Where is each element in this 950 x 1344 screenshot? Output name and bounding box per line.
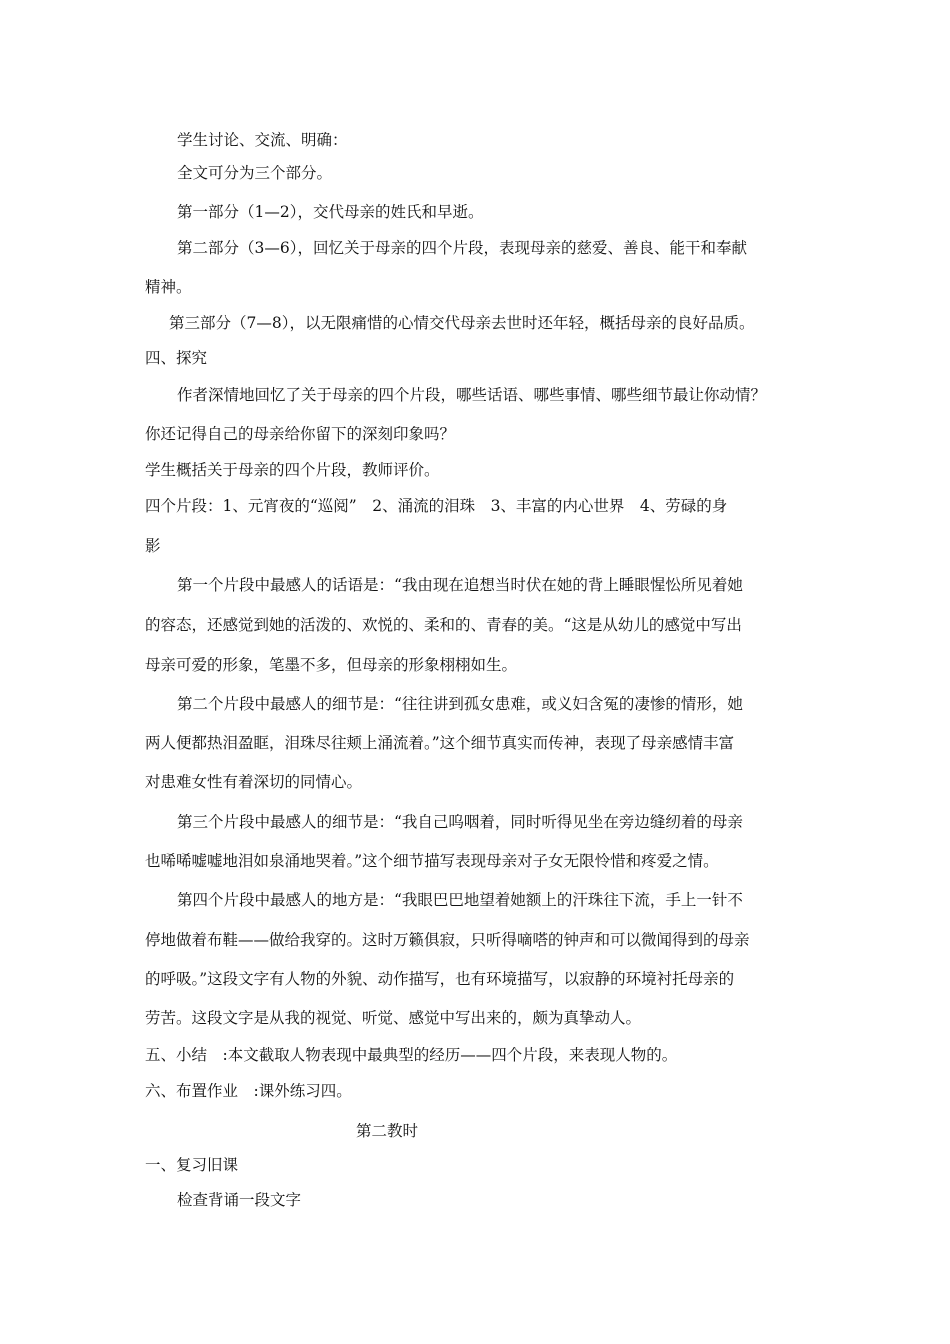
paragraph-line: 第三部分（7—8），以无限痛惜的心情交代母亲去世时还年轻，概括母亲的良好品质。 <box>169 314 755 332</box>
paragraph-line: 学生讨论、交流、明确： <box>177 131 348 149</box>
paragraph-line: 影 <box>145 537 161 555</box>
paragraph-line: 第三个片段中最感人的细节是：“我自己呜咽着，同时听得见坐在旁边缝纫着的母亲 <box>177 813 743 831</box>
section-heading: 四、探究 <box>145 349 208 367</box>
paragraph-line: 检查背诵一段文字 <box>177 1191 302 1209</box>
paragraph-line: 精神。 <box>145 278 192 296</box>
paragraph-line: 也唏唏嘘嘘地泪如泉涌地哭着。”这个细节描写表现母亲对子女无限怜惜和疼爱之情。 <box>145 852 719 870</box>
paragraph-line: 对患难女性有着深切的同情心。 <box>145 773 363 791</box>
section-heading: 六、布置作业 :课外练习四。 <box>145 1082 352 1100</box>
paragraph-line: 第一部分（1—2），交代母亲的姓氏和早逝。 <box>177 203 484 221</box>
section-heading: 五、小结 :本文截取人物表现中最典型的经历——四个片段，来表现人物的。 <box>145 1046 678 1064</box>
paragraph-line: 两人便都热泪盈眶，泪珠尽往颊上涌流着。”这个细节真实而传神，表现了母亲感情丰富 <box>145 734 735 752</box>
section-heading: 一、复习旧课 <box>145 1156 239 1174</box>
paragraph-line: 你还记得自己的母亲给你留下的深刻印象吗？ <box>145 425 456 443</box>
paragraph-line: 第二个片段中最感人的细节是：“往往讲到孤女患难，或义妇含冤的凄惨的情形，她 <box>177 695 743 713</box>
paragraph-line: 全文可分为三个部分。 <box>177 164 333 182</box>
paragraph-line: 作者深情地回忆了关于母亲的四个片段，哪些话语、哪些事情、哪些细节最让你动情？ <box>177 386 767 404</box>
paragraph-line: 学生概括关于母亲的四个片段，教师评价。 <box>145 461 440 479</box>
paragraph-line: 的容态，还感觉到她的活泼的、欢悦的、柔和的、青春的美。“这是从幼儿的感觉中写出 <box>145 616 742 634</box>
paragraph-line: 的呼吸。”这段文字有人物的外貌、动作描写，也有环境描写，以寂静的环境衬托母亲的 <box>145 970 735 988</box>
paragraph-line: 母亲可爱的形象，笔墨不多，但母亲的形象栩栩如生。 <box>145 656 518 674</box>
paragraph-line: 第四个片段中最感人的地方是：“我眼巴巴地望着她额上的汗珠往下流，手上一针不 <box>177 891 743 909</box>
paragraph-line: 四个片段：1、元宵夜的“巡阅” 2、涌流的泪珠 3、丰富的内心世界 4、劳碌的身 <box>145 497 728 515</box>
paragraph-line: 劳苦。这段文字是从我的视觉、听觉、感觉中写出来的，颇为真挚动人。 <box>145 1009 642 1027</box>
lesson-title: 第二教时 <box>356 1122 419 1140</box>
paragraph-line: 第一个片段中最感人的话语是：“我由现在追想当时伏在她的背上睡眼惺忪所见着她 <box>177 576 743 594</box>
paragraph-line: 第二部分（3—6），回忆关于母亲的四个片段，表现母亲的慈爱、善良、能干和奉献 <box>177 239 747 257</box>
paragraph-line: 停地做着布鞋——做给我穿的。这时万籁俱寂，只听得嘀嗒的钟声和可以微闻得到的母亲 <box>145 931 750 949</box>
